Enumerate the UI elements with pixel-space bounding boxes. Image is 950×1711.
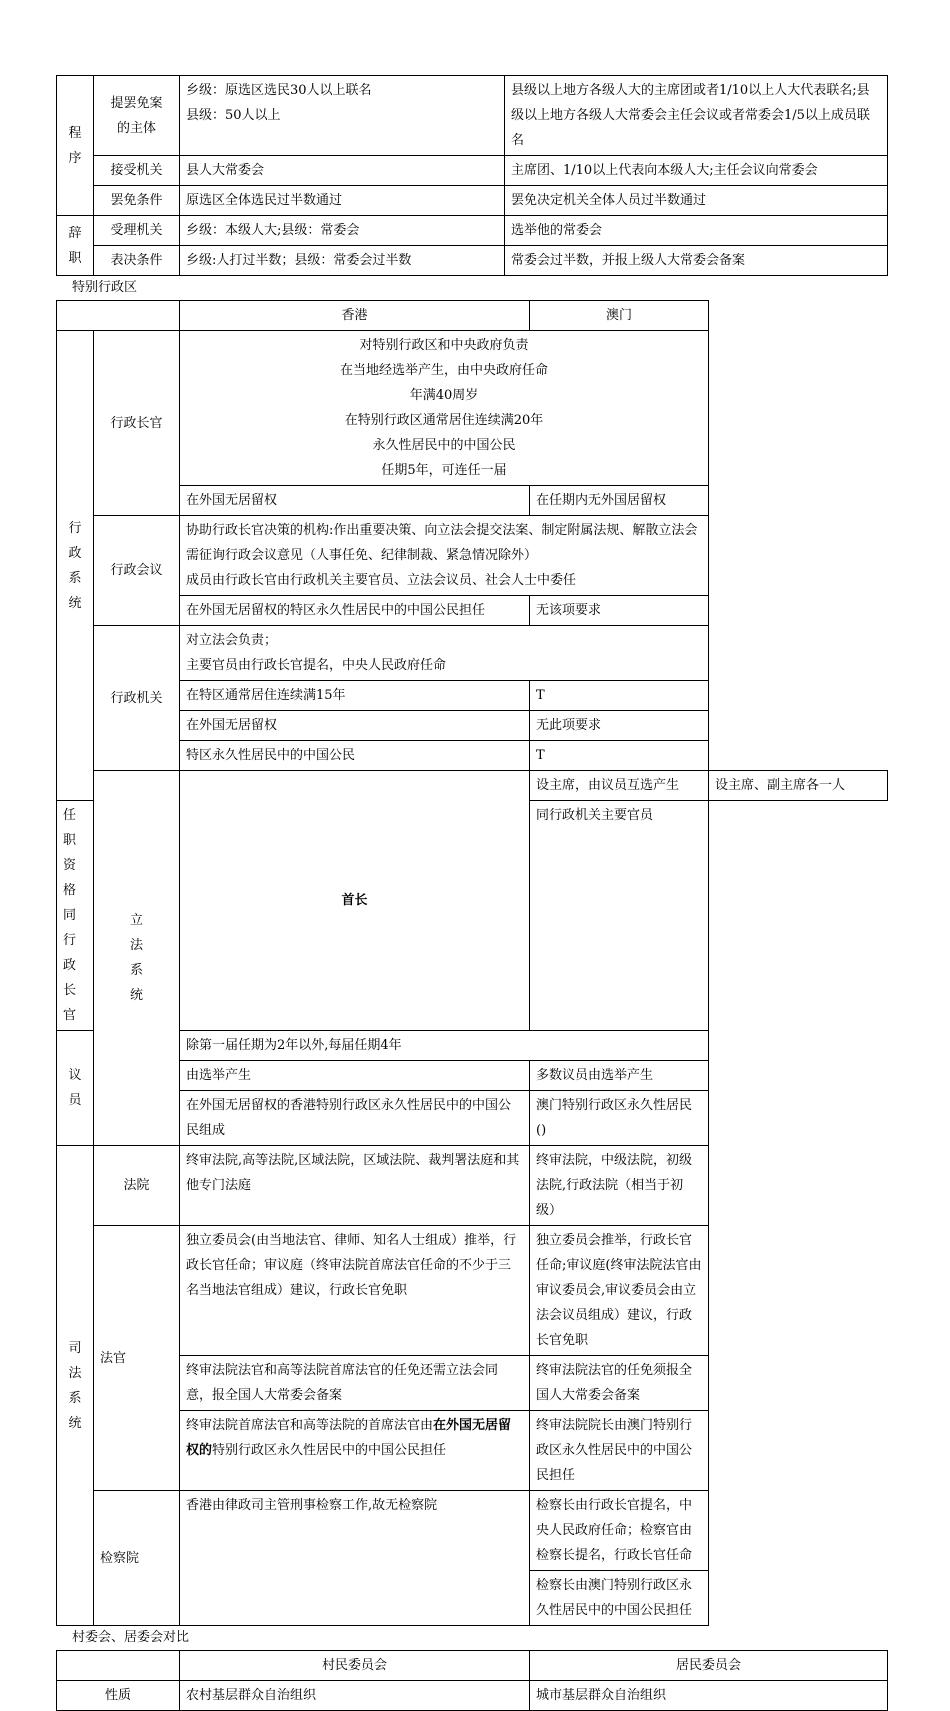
table-row <box>57 1091 888 1146</box>
macau-cell: 无此项要求 <box>530 711 709 741</box>
upper-level-cell: 常委会过半数，并报上级人大常委会备案 <box>505 246 888 276</box>
hk-cell: 终审法院,高等法院,区域法院，区域法院、裁判署法庭和其他专门法庭 <box>180 1146 530 1226</box>
table-row <box>57 1226 888 1356</box>
resident-cell: 城市基层群众自治组织 <box>530 1681 888 1711</box>
hk-cell: 终审法院首席法官和高等法院的首席法官由在外国无居留权的特别行政区永久性居民中的中国公民担任 <box>180 1411 530 1491</box>
hk-cell: 任职资格同行政长官 <box>57 801 94 1031</box>
hk-cell: 在外国无居留权的香港特别行政区永久性居民中的中国公民组成 <box>180 1091 530 1146</box>
committee-comparison-table <box>56 1650 888 1711</box>
hk-cell: 在外国无居留权 <box>180 486 530 516</box>
table-row <box>57 711 888 741</box>
upper-level-cell: 选举他的常委会 <box>505 216 888 246</box>
hk-cell: 设主席，由议员互选产生 <box>530 771 709 801</box>
macau-cell: T <box>530 681 709 711</box>
header-resident-committee: 居民委员会 <box>530 1651 888 1681</box>
township-county-cell: 乡级：原选区选民30人以上联名 县级：50人以上 <box>180 76 505 156</box>
table-row <box>57 681 888 711</box>
table-row <box>57 156 888 186</box>
table-row <box>57 741 888 771</box>
macau-cell: 多数议员由选举产生 <box>530 1061 709 1091</box>
header-village-committee: 村民委员会 <box>180 1651 530 1681</box>
group-label-admin-system: 行政系统 <box>57 331 94 801</box>
row-label-president: 首长 <box>180 771 530 1031</box>
row-label-chief-executive: 行政长官 <box>94 331 180 516</box>
macau-cell: 无该项要求 <box>530 596 709 626</box>
macau-cell: 在任期内无外国居留权 <box>530 486 709 516</box>
group-label-procedure: 程序 <box>57 76 94 216</box>
header-macau: 澳门 <box>530 301 709 331</box>
hk-cell: 在外国无居留权的特区永久性居民中的中国公民担任 <box>180 596 530 626</box>
row-label-judge: 法官 <box>94 1226 180 1491</box>
header-blank-cell <box>57 1651 180 1681</box>
header-hong-kong: 香港 <box>180 301 530 331</box>
township-county-cell: 乡级:人打过半数；县级：常委会过半数 <box>180 246 505 276</box>
chief-common-requirements: 对特别行政区和中央政府负责 在当地经选举产生，由中央政府任命 年满40周岁 在特别行政区通常居住连续满20年 永久性居民中的中国公民 任期5年，可连任一届 <box>180 331 709 486</box>
table-row <box>57 1146 888 1226</box>
table-header-row <box>57 301 888 331</box>
table-row <box>57 76 888 156</box>
macau-cell: 检察长由澳门特别行政区永久性居民中的中国公民担任 <box>530 1571 709 1626</box>
hk-cell: 特区永久性居民中的中国公民 <box>180 741 530 771</box>
row-label-procuratorate: 检察院 <box>94 1491 180 1626</box>
table-row <box>57 1031 888 1061</box>
row-label: 提罢免案的主体 <box>94 76 180 156</box>
row-label: 接受机关 <box>94 156 180 186</box>
section-caption-sar: 特别行政区 <box>72 280 138 295</box>
table-row <box>57 246 888 276</box>
table-row <box>57 331 888 486</box>
table-row <box>57 1356 888 1411</box>
header-blank-cell <box>57 301 180 331</box>
table-row <box>57 771 888 801</box>
township-county-cell: 原选区全体选民过半数通过 <box>180 186 505 216</box>
recall-resign-table <box>56 75 888 276</box>
row-label-executive-organ: 行政机关 <box>94 626 180 771</box>
section-caption-committee: 村委会、居委会对比 <box>72 1630 190 1645</box>
table-row <box>57 186 888 216</box>
page <box>56 75 888 1711</box>
hk-cell: 在特区通常居住连续满15年 <box>180 681 530 711</box>
table-row <box>57 486 888 516</box>
emphasis-text: 在外国无居留权的 <box>186 1418 512 1458</box>
group-label-judicial-system: 司法系统 <box>57 1146 94 1626</box>
table-row <box>57 1411 888 1491</box>
macau-cell: 终审法院法官的任免须报全国人大常委会备案 <box>530 1356 709 1411</box>
macau-cell: 终审法院院长由澳门特别行政区永久性居民中的中国公民担任 <box>530 1411 709 1491</box>
macau-cell: T <box>530 741 709 771</box>
village-cell: 农村基层群众自治组织 <box>180 1681 530 1711</box>
row-label: 表决条件 <box>94 246 180 276</box>
hk-cell: 独立委员会(由当地法官、律师、知名人士组成）推举，行政长官任命；审议庭（终审法院首席法官任命的不少于三名当地法官组成）建议，行政长官免职 <box>180 1226 530 1356</box>
group-label-legislative-system: 立法系统 <box>94 771 180 1146</box>
row-label-court: 法院 <box>94 1146 180 1226</box>
hk-cell: 香港由律政司主管刑事检察工作,故无检察院 <box>180 1491 530 1626</box>
table-header-row <box>57 1651 888 1681</box>
hk-cell: 终审法院法官和高等法院首席法官的任免还需立法会同意，报全国人大常委会备案 <box>180 1356 530 1411</box>
macau-cell: 澳门特别行政区永久性居民() <box>530 1091 709 1146</box>
hk-cell: 在外国无居留权 <box>180 711 530 741</box>
council-common: 协助行政长官决策的机构:作出重要决策、向立法会提交法案、制定附属法规、解散立法会需征询行政会议意见（人事任免、纪律制裁、紧急情况除外） 成员由行政长官由行政机关主要官员、立法会议员、社会人士中委任 <box>180 516 709 596</box>
township-county-cell: 乡级：本级人大;县级：常委会 <box>180 216 505 246</box>
macau-cell: 设主席、副主席各一人 <box>709 771 888 801</box>
table-row <box>57 596 888 626</box>
table-row <box>57 516 888 596</box>
table-row <box>57 1491 888 1571</box>
row-label-legislator: 议员 <box>57 1031 94 1146</box>
upper-level-cell: 县级以上地方各级人大的主席团或者1/10以上人大代表联名;县级以上地方各级人大常委会主任会议或者常委会1/5以上成员联名 <box>505 76 888 156</box>
table-row <box>57 1681 888 1711</box>
macau-cell: 独立委员会推举，行政长官任命;审议庭(终审法院法官由审议委员会,审议委员会由立法会议员组成）建议，行政长官免职 <box>530 1226 709 1356</box>
hk-cell: 由选举产生 <box>180 1061 530 1091</box>
sar-comparison-table <box>56 300 888 1626</box>
macau-cell: 终审法院，中级法院，初级法院,行政法院（相当于初级） <box>530 1146 709 1226</box>
organ-common: 对立法会负责； 主要官员由行政长官提名，中央人民政府任命 <box>180 626 709 681</box>
row-label-executive-council: 行政会议 <box>94 516 180 626</box>
upper-level-cell: 主席团、1/10以上代表向本级人大;主任会议向常委会 <box>505 156 888 186</box>
row-label: 罢免条件 <box>94 186 180 216</box>
macau-cell: 检察长由行政长官提名，中央人民政府任命；检察官由检察长提名，行政长官任命 <box>530 1491 709 1571</box>
row-label-nature: 性质 <box>57 1681 180 1711</box>
macau-cell: 同行政机关主要官员 <box>530 801 709 1031</box>
table-row <box>57 216 888 246</box>
table-row <box>57 626 888 681</box>
member-common: 除第一届任期为2年以外,每届任期4年 <box>180 1031 709 1061</box>
upper-level-cell: 罢免决定机关全体人员过半数通过 <box>505 186 888 216</box>
row-label: 受理机关 <box>94 216 180 246</box>
table-row <box>57 1061 888 1091</box>
township-county-cell: 县人大常委会 <box>180 156 505 186</box>
group-label-resign: 辞职 <box>57 216 94 276</box>
